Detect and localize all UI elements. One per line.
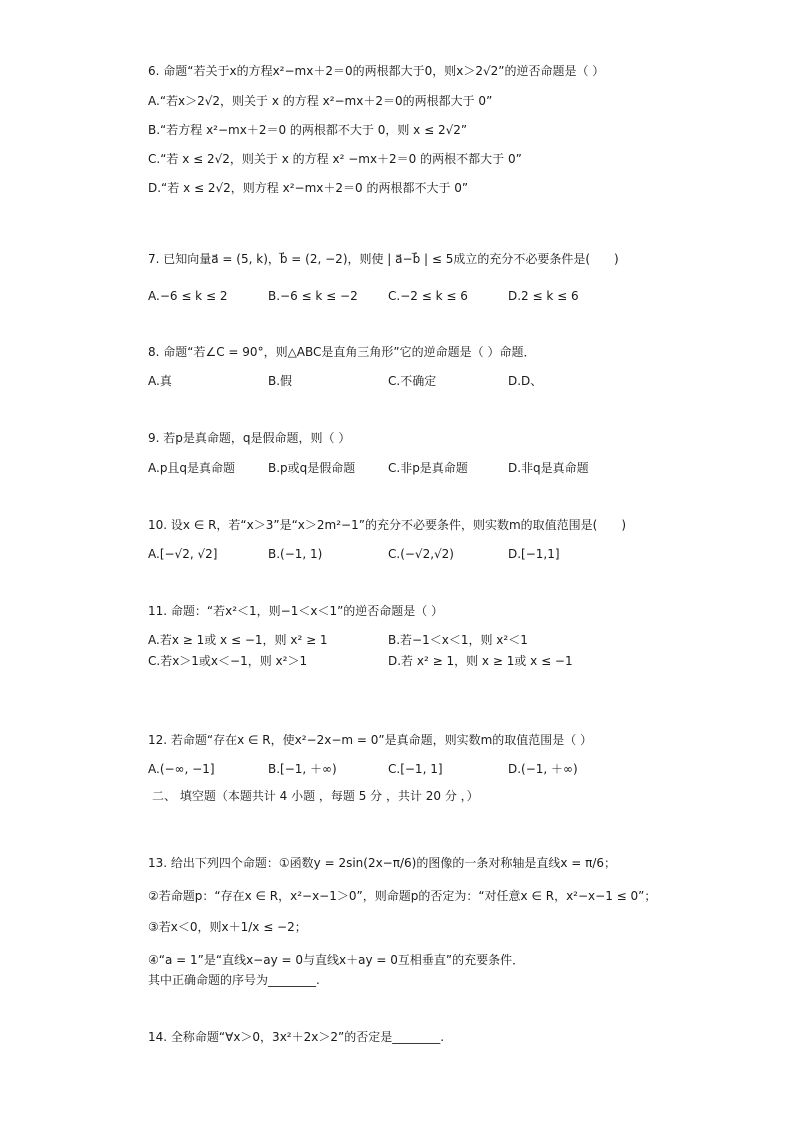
question-12-option-a: A.(−∞, −1] <box>148 762 215 776</box>
question-12-stem: 12. 若命题“存在x ∈ R，使x²−2x−m = 0”是真命题，则实数m的取值范围是（ ） <box>148 733 593 747</box>
question-6-option-d: D.“若 x ≤ 2√2，则方程 x²−mx＋2＝0 的两根都不大于 0” <box>148 181 469 195</box>
section-heading-fill-in: 二、 填空题（本题共计 4 小题 ，每题 5 分 ，共计 20 分 ，） <box>152 789 479 803</box>
question-13-line-1: 13. 给出下列四个命题：①函数y = 2sin(2x−π/6)的图像的一条对称轴是直线x = π/6； <box>148 856 617 870</box>
question-8-option-d: D.D、 <box>508 374 543 388</box>
question-10-option-c: C.(−√2,√2) <box>388 547 454 561</box>
question-7-option-a: A.−6 ≤ k ≤ 2 <box>148 289 228 303</box>
question-10-stem: 10. 设x ∈ R，若“x＞3”是“x＞2m²−1”的充分不必要条件，则实数m的取值范围是( ) <box>148 518 627 532</box>
question-9-stem: 9. 若p是真命题，q是假命题，则（ ） <box>148 431 351 445</box>
question-7-option-d: D.2 ≤ k ≤ 6 <box>508 289 579 303</box>
question-13-line-2: ②若命题p：“存在x ∈ R，x²−x−1＞0”，则命题p的否定为：“对任意x ∈ R，x²−x−1 ≤ 0”； <box>148 889 657 903</box>
question-9-option-c: C.非p是真命题 <box>388 461 468 475</box>
question-6-option-a: A.“若x＞2√2，则关于 x 的方程 x²−mx＋2＝0的两根都大于 0” <box>148 94 493 108</box>
question-7-option-c: C.−2 ≤ k ≤ 6 <box>388 289 468 303</box>
question-11-stem: 11. 命题：“若x²＜1，则−1＜x＜1”的逆否命题是（ ） <box>148 604 444 618</box>
question-8-option-a: A.真 <box>148 374 172 388</box>
question-6-option-c: C.“若 x ≤ 2√2，则关于 x 的方程 x² −mx＋2＝0 的两根不都大于 0” <box>148 152 522 166</box>
question-8-option-c: C.不确定 <box>388 374 437 388</box>
question-11-option-a: A.若x ≥ 1或 x ≤ −1，则 x² ≥ 1 <box>148 633 328 647</box>
question-7-option-b: B.−6 ≤ k ≤ −2 <box>268 289 358 303</box>
question-10-option-a: A.[−√2, √2] <box>148 547 218 561</box>
question-11-option-c: C.若x＞1或x＜−1，则 x²＞1 <box>148 654 308 668</box>
question-12-option-c: C.[−1, 1] <box>388 762 443 776</box>
question-9-option-d: D.非q是真命题 <box>508 461 589 475</box>
question-12-option-d: D.(−1, ＋∞) <box>508 762 578 776</box>
question-6-option-b: B.“若方程 x²−mx＋2＝0 的两根都不大于 0，则 x ≤ 2√2” <box>148 123 468 137</box>
question-9-option-b: B.p或q是假命题 <box>268 461 356 475</box>
question-11-option-b: B.若−1＜x＜1，则 x²＜1 <box>388 633 528 647</box>
question-13-line-4: ④“a = 1”是“直线x−ay = 0与直线x＋ay = 0互相垂直”的充要条件． <box>148 953 525 967</box>
question-14-stem: 14. 全称命题“∀x＞0，3x²＋2x＞2”的否定是________. <box>148 1030 445 1044</box>
question-12-option-b: B.[−1, ＋∞) <box>268 762 337 776</box>
question-10-option-d: D.[−1,1] <box>508 547 560 561</box>
question-8-stem: 8. 命题“若∠C = 90°，则△ABC是直角三角形”它的逆命题是（ ）命题． <box>148 345 536 359</box>
question-13-line-5: 其中正确命题的序号为________. <box>148 973 320 987</box>
question-7-stem: 7. 已知向量a⃗ = (5, k)，b⃗ = (2, −2)，则使 | a⃗−b⃗ | ≤ 5成立的充分不必要条件是( ) <box>148 252 619 266</box>
question-8-option-b: B.假 <box>268 374 293 388</box>
question-10-option-b: B.(−1, 1) <box>268 547 323 561</box>
question-9-option-a: A.p且q是真命题 <box>148 461 236 475</box>
question-13-line-3: ③若x＜0，则x＋1/x ≤ −2； <box>148 920 307 934</box>
question-6-stem: 6. 命题“若关于x的方程x²−mx＋2＝0的两根都大于0，则x＞2√2”的逆否命题是（ ） <box>148 64 605 78</box>
question-11-option-d: D.若 x² ≥ 1，则 x ≥ 1或 x ≤ −1 <box>388 654 573 668</box>
